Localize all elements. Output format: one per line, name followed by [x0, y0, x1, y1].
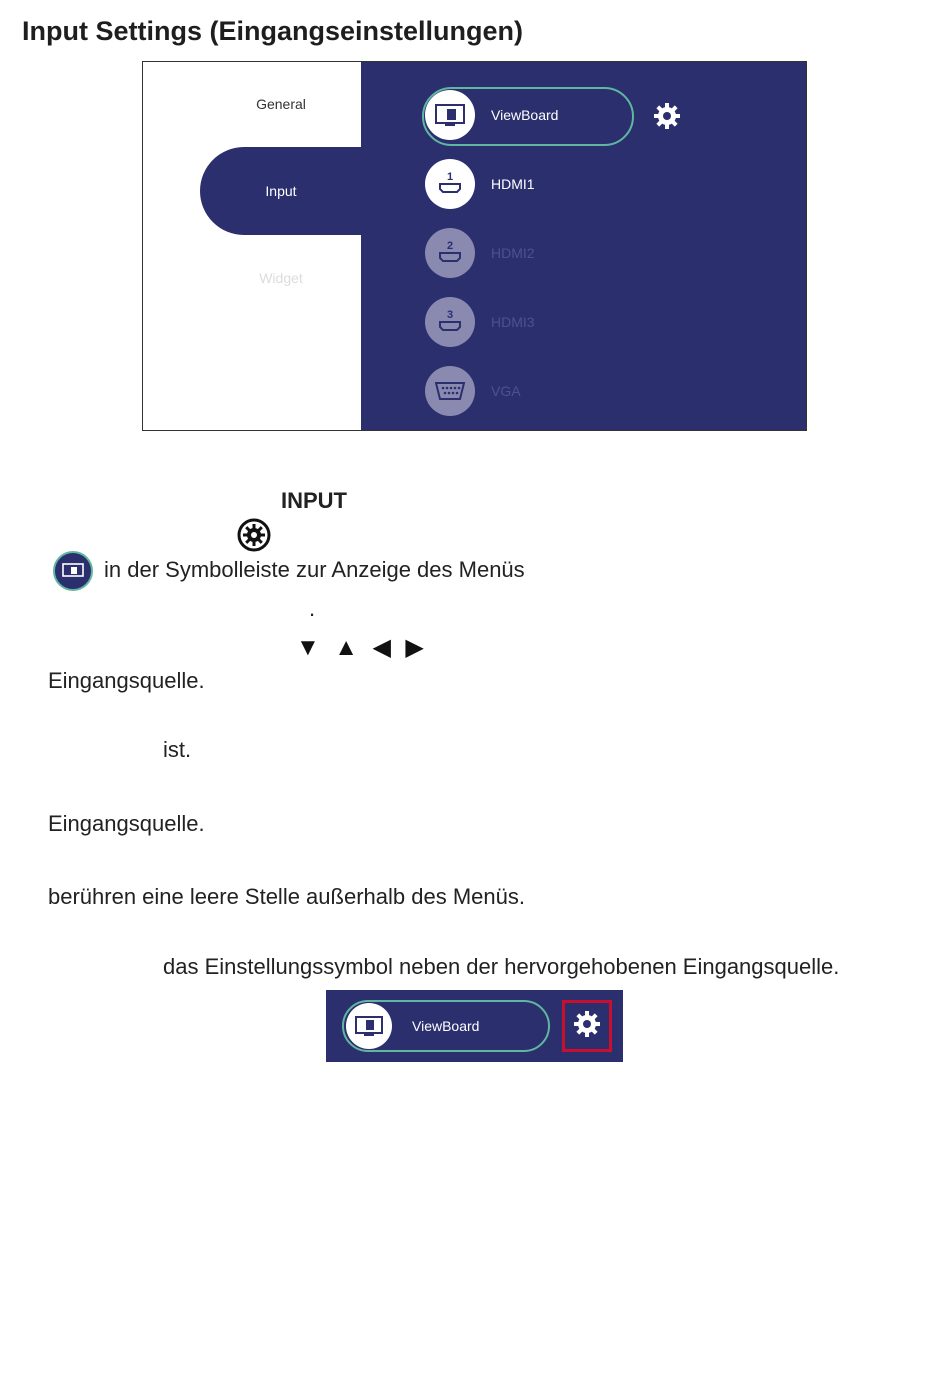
instruction-line-3: ist. — [163, 737, 192, 762]
source-label: ViewBoard — [491, 107, 559, 123]
arrow-down-icon: ▼ — [296, 634, 320, 661]
page-heading: Input Settings (Eingangseinstellungen) — [22, 16, 524, 46]
hdmi-icon — [425, 159, 475, 209]
source-hdmi2[interactable] — [425, 228, 535, 278]
source-label: HDMI3 — [491, 314, 535, 330]
viewboard-settings-crop — [326, 990, 623, 1062]
arrow-right-icon: ▶ — [405, 634, 424, 661]
settings-gear-icon[interactable] — [573, 1010, 601, 1043]
vga-icon — [425, 366, 475, 416]
input-label: INPUT — [281, 488, 347, 513]
instruction-line-6: das Einstellungssymbol neben der hervorgehobenen Eingangsquelle. — [163, 954, 840, 979]
settings-sidebar — [143, 62, 361, 430]
nav-input[interactable]: Input — [265, 183, 297, 199]
arrow-left-icon: ◀ — [372, 634, 391, 661]
source-viewboard[interactable] — [425, 90, 558, 140]
viewboard-icon — [346, 1003, 392, 1049]
settings-gear-icon[interactable] — [653, 102, 681, 135]
viewboard-icon — [425, 90, 475, 140]
source-label: ViewBoard — [412, 1018, 480, 1034]
viewboard-icon — [53, 551, 93, 591]
input-settings-screenshot — [142, 61, 807, 431]
svg-text:2: 2 — [446, 240, 454, 252]
nav-general[interactable]: General — [256, 96, 306, 112]
instruction-dot: . — [309, 596, 316, 621]
arrow-keys — [296, 633, 434, 662]
source-hdmi3[interactable] — [425, 297, 535, 347]
instruction-line-2: Eingangsquelle. — [48, 668, 205, 693]
svg-text:1: 1 — [446, 171, 454, 183]
instruction-line-5: berühren eine leere Stelle außerhalb des Menüs. — [48, 884, 525, 909]
hdmi-icon — [425, 228, 475, 278]
instruction-line-1: in der Symbolleiste zur Anzeige des Menüs — [104, 557, 525, 582]
instruction-line-4: Eingangsquelle. — [48, 811, 205, 836]
hdmi-icon — [425, 297, 475, 347]
svg-text:3: 3 — [446, 309, 454, 321]
source-label: HDMI1 — [491, 176, 535, 192]
source-hdmi1[interactable] — [425, 159, 535, 209]
source-label: VGA — [491, 383, 521, 399]
arrow-up-icon: ▲ — [334, 634, 358, 661]
source-label: HDMI2 — [491, 245, 535, 261]
settings-gear-icon — [237, 518, 271, 557]
nav-widget[interactable]: Widget — [259, 270, 303, 286]
settings-highlight-box — [562, 1000, 612, 1052]
source-vga[interactable] — [425, 366, 521, 416]
